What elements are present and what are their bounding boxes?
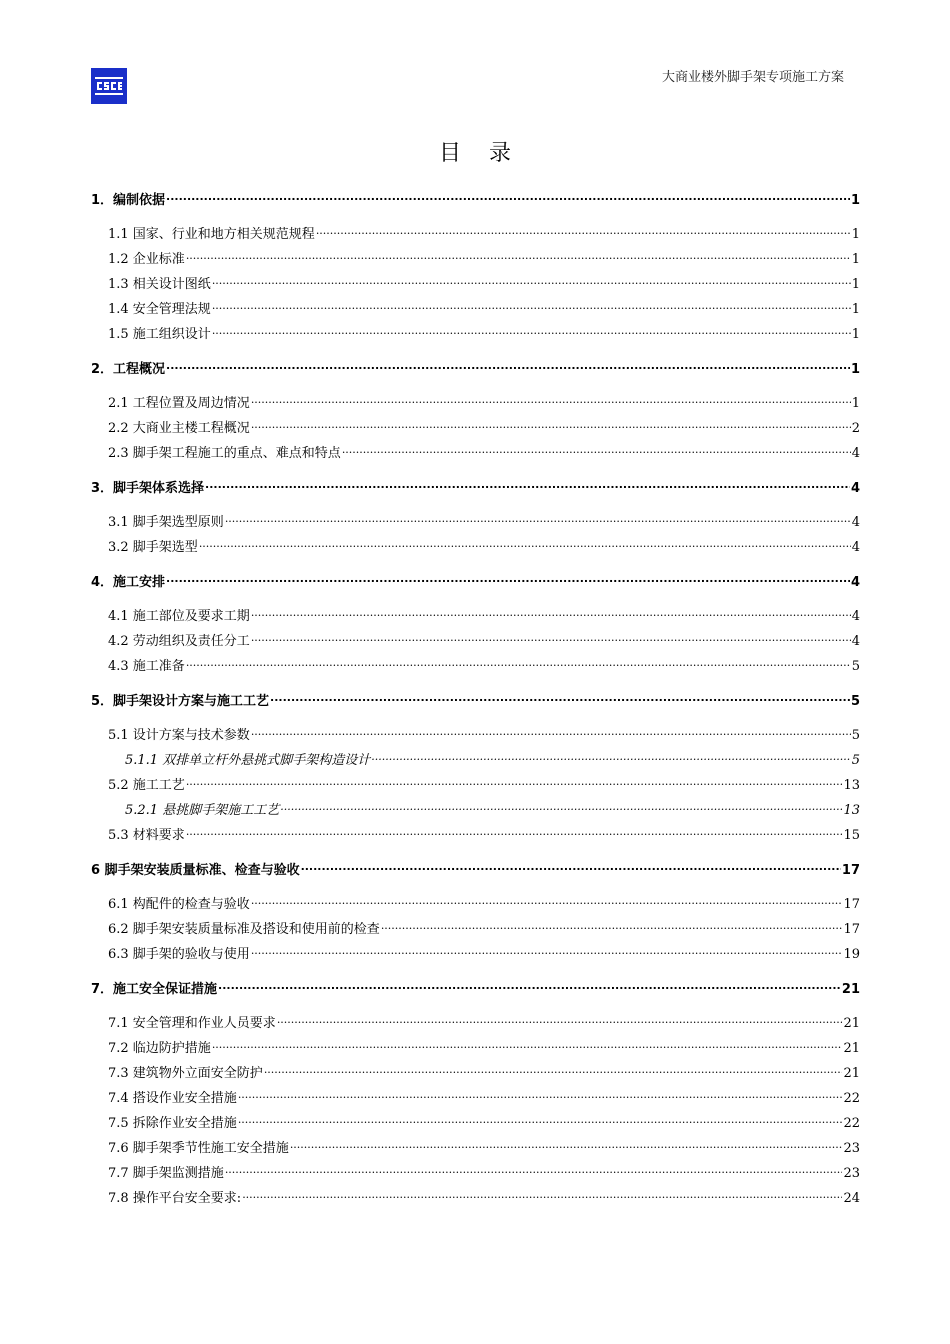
toc-page-number: 1 bbox=[851, 277, 860, 292]
toc-chapter-entry[interactable] bbox=[91, 472, 860, 496]
toc-entry-text: 5.3 材料要求 bbox=[108, 828, 185, 843]
toc-section-entry[interactable] bbox=[91, 293, 860, 317]
toc-page-number: 4 bbox=[851, 609, 860, 624]
toc-chapter-entry[interactable] bbox=[91, 685, 860, 709]
toc-page-number: 22 bbox=[843, 1116, 860, 1131]
toc-dot-leader bbox=[270, 685, 850, 705]
toc-section-entry[interactable] bbox=[91, 531, 860, 555]
toc-page-number: 21 bbox=[843, 1041, 860, 1056]
toc-page-number: 5 bbox=[851, 659, 860, 674]
toc-page-number: 1 bbox=[850, 193, 860, 208]
toc-page-number: 4 bbox=[851, 446, 860, 461]
toc-dot-leader bbox=[381, 913, 843, 933]
toc-dot-leader bbox=[238, 1107, 843, 1127]
toc-page-number: 2 bbox=[851, 421, 860, 436]
toc-section-entry[interactable] bbox=[91, 1107, 860, 1131]
toc-dot-leader bbox=[186, 819, 843, 839]
toc-entry-text: 7.3 建筑物外立面安全防护 bbox=[108, 1066, 263, 1081]
toc-subsection-entry[interactable] bbox=[91, 744, 860, 768]
toc-dot-leader bbox=[186, 650, 851, 670]
toc-section-entry[interactable] bbox=[91, 1132, 860, 1156]
toc-entry-text: 6 脚手架安装质量标准、检查与验收 bbox=[91, 863, 300, 878]
toc-page-number: 17 bbox=[843, 922, 860, 937]
toc-dot-leader bbox=[251, 625, 851, 645]
toc-page-number: 1 bbox=[851, 252, 860, 267]
toc-dot-leader bbox=[251, 938, 843, 958]
toc-entry-text: 3.1 脚手架选型原则 bbox=[108, 515, 224, 530]
toc-section-entry[interactable] bbox=[91, 412, 860, 436]
toc-entry-text: 5.2.1 悬挑脚手架施工工艺 bbox=[125, 803, 280, 818]
toc-dot-leader bbox=[242, 1182, 842, 1202]
toc-dot-leader bbox=[290, 1132, 843, 1152]
toc-dot-leader bbox=[371, 744, 851, 764]
toc-dot-leader bbox=[166, 184, 850, 204]
toc-chapter-entry[interactable] bbox=[91, 184, 860, 208]
cscec-logo-icon bbox=[94, 75, 124, 97]
toc-entry-text: 2.2 大商业主楼工程概况 bbox=[108, 421, 250, 436]
toc-page-number: 21 bbox=[843, 1016, 860, 1031]
toc-entry-text: 1.1 国家、行业和地方相关规范规程 bbox=[108, 227, 315, 242]
toc-entry-text: 7.8 操作平台安全要求: bbox=[108, 1191, 242, 1206]
toc-section-entry[interactable] bbox=[91, 769, 860, 793]
toc-chapter-entry[interactable] bbox=[91, 973, 860, 997]
toc-section-entry[interactable] bbox=[91, 218, 860, 242]
toc-page-number: 5 bbox=[851, 753, 860, 768]
toc-entry-text: 7.6 脚手架季节性施工安全措施 bbox=[108, 1141, 289, 1156]
toc-entry-text: 5.1 设计方案与技术参数 bbox=[108, 728, 250, 743]
toc-page-number: 21 bbox=[843, 1066, 860, 1081]
toc-entry-text: 1．编制依据 bbox=[91, 193, 166, 208]
toc-entry-text: 5．脚手架设计方案与施工工艺 bbox=[91, 694, 270, 709]
toc-entry-text: 7.2 临边防护措施 bbox=[108, 1041, 211, 1056]
toc-section-entry[interactable] bbox=[91, 506, 860, 530]
toc-dot-leader bbox=[212, 293, 851, 313]
toc-section-entry[interactable] bbox=[91, 938, 860, 962]
toc-section-entry[interactable] bbox=[91, 819, 860, 843]
toc-dot-leader bbox=[205, 472, 850, 492]
toc-page-number: 21 bbox=[841, 982, 860, 997]
toc-entry-text: 3．脚手架体系选择 bbox=[91, 481, 205, 496]
company-logo bbox=[91, 68, 127, 104]
toc-entry-text: 7.4 搭设作业安全措施 bbox=[108, 1091, 237, 1106]
toc-entry-text: 1.2 企业标准 bbox=[108, 252, 185, 267]
toc-entry-text: 6.1 构配件的检查与验收 bbox=[108, 897, 250, 912]
toc-entry-text: 1.4 安全管理法规 bbox=[108, 302, 211, 317]
toc-page-number: 4 bbox=[850, 481, 860, 496]
toc-dot-leader bbox=[212, 1032, 843, 1052]
toc-entry-text: 6.3 脚手架的验收与使用 bbox=[108, 947, 250, 962]
toc-dot-leader bbox=[199, 531, 851, 551]
toc-entry-text: 6.2 脚手架安装质量标准及搭设和使用前的检查 bbox=[108, 922, 380, 937]
toc-section-entry[interactable] bbox=[91, 1032, 860, 1056]
toc-page-number: 24 bbox=[843, 1191, 860, 1206]
toc-entry-text: 1.3 相关设计图纸 bbox=[108, 277, 211, 292]
toc-dot-leader bbox=[277, 1007, 843, 1027]
toc-page-number: 5 bbox=[851, 728, 860, 743]
toc-section-entry[interactable] bbox=[91, 1157, 860, 1181]
toc-dot-leader bbox=[251, 412, 851, 432]
toc-section-entry[interactable] bbox=[91, 719, 860, 743]
toc-dot-leader bbox=[218, 973, 841, 993]
toc-section-entry[interactable] bbox=[91, 1007, 860, 1031]
toc-entry-text: 2.1 工程位置及周边情况 bbox=[108, 396, 250, 411]
toc-dot-leader bbox=[251, 719, 851, 739]
toc-entry-text: 7.5 拆除作业安全措施 bbox=[108, 1116, 237, 1131]
toc-section-entry[interactable] bbox=[91, 1082, 860, 1106]
toc-section-entry[interactable] bbox=[91, 625, 860, 649]
toc-section-entry[interactable] bbox=[91, 650, 860, 674]
toc-page-number: 13 bbox=[843, 803, 860, 818]
toc-dot-leader bbox=[212, 318, 851, 338]
toc-dot-leader bbox=[212, 268, 851, 288]
toc-dot-leader bbox=[342, 437, 851, 457]
toc-dot-leader bbox=[225, 506, 851, 526]
toc-dot-leader bbox=[186, 243, 851, 263]
toc-dot-leader bbox=[166, 353, 850, 373]
toc-entry-text: 3.2 脚手架选型 bbox=[108, 540, 198, 555]
toc-section-entry[interactable] bbox=[91, 600, 860, 624]
toc-section-entry[interactable] bbox=[91, 437, 860, 461]
toc-page-number: 19 bbox=[843, 947, 860, 962]
toc-entry-text: 7.1 安全管理和作业人员要求 bbox=[108, 1016, 276, 1031]
toc-page-number: 4 bbox=[850, 575, 860, 590]
toc-section-entry[interactable] bbox=[91, 1057, 860, 1081]
toc-page-number: 15 bbox=[843, 828, 860, 843]
toc-dot-leader bbox=[264, 1057, 843, 1077]
toc-dot-leader bbox=[316, 218, 851, 238]
toc-page-number: 4 bbox=[851, 540, 860, 555]
toc-page-number: 1 bbox=[851, 302, 860, 317]
toc-entry-text: 2.3 脚手架工程施工的重点、难点和特点 bbox=[108, 446, 341, 461]
toc-page-number: 13 bbox=[843, 778, 860, 793]
toc-dot-leader bbox=[238, 1082, 843, 1102]
toc-section-entry[interactable] bbox=[91, 888, 860, 912]
toc-chapter-entry[interactable] bbox=[91, 854, 860, 878]
toc-subsection-entry[interactable] bbox=[91, 794, 860, 818]
toc-page-number: 1 bbox=[850, 362, 860, 377]
toc-chapter-entry[interactable] bbox=[91, 566, 860, 590]
toc-section-entry[interactable] bbox=[91, 387, 860, 411]
toc-entry-text: 5.2 施工工艺 bbox=[108, 778, 185, 793]
toc-dot-leader bbox=[251, 600, 851, 620]
toc-page-number: 22 bbox=[843, 1091, 860, 1106]
toc-entry-text: 4．施工安排 bbox=[91, 575, 166, 590]
toc-entry-text: 7．施工安全保证措施 bbox=[91, 982, 218, 997]
toc-title: 目录 bbox=[438, 141, 539, 166]
toc-dot-leader bbox=[225, 1157, 843, 1177]
toc-page-number: 1 bbox=[851, 327, 860, 342]
toc-page-number: 17 bbox=[843, 897, 860, 912]
toc-section-entry[interactable] bbox=[91, 1182, 860, 1206]
toc-dot-leader bbox=[186, 769, 843, 789]
toc-page-number: 17 bbox=[841, 863, 860, 878]
toc-entry-text: 1.5 施工组织设计 bbox=[108, 327, 211, 342]
toc-section-entry[interactable] bbox=[91, 318, 860, 342]
toc-entry-text: 4.1 施工部位及要求工期 bbox=[108, 609, 250, 624]
toc-entry-text: 2．工程概况 bbox=[91, 362, 166, 377]
toc-dot-leader bbox=[251, 888, 843, 908]
toc-chapter-entry[interactable] bbox=[91, 353, 860, 377]
toc-dot-leader bbox=[251, 387, 851, 407]
toc-page-number: 1 bbox=[851, 227, 860, 242]
document-header-title: 大商业楼外脚手架专项施工方案 bbox=[661, 70, 844, 85]
toc-dot-leader bbox=[301, 854, 841, 874]
toc-dot-leader bbox=[166, 566, 850, 586]
toc-page-number: 5 bbox=[850, 694, 860, 709]
toc-entry-text: 4.2 劳动组织及责任分工 bbox=[108, 634, 250, 649]
toc-page-number: 23 bbox=[843, 1141, 860, 1156]
toc-section-entry[interactable] bbox=[91, 913, 860, 937]
toc-section-entry[interactable] bbox=[91, 268, 860, 292]
toc-entry-text: 7.7 脚手架监测措施 bbox=[108, 1166, 224, 1181]
toc-page-number: 4 bbox=[851, 515, 860, 530]
toc-dot-leader bbox=[280, 794, 842, 814]
toc-page-number: 23 bbox=[843, 1166, 860, 1181]
toc-section-entry[interactable] bbox=[91, 243, 860, 267]
toc-entry-text: 5.1.1 双排单立杆外悬挑式脚手架构造设计 bbox=[125, 753, 371, 768]
toc-page-number: 4 bbox=[851, 634, 860, 649]
toc-page-number: 1 bbox=[851, 396, 860, 411]
toc-entry-text: 4.3 施工准备 bbox=[108, 659, 185, 674]
